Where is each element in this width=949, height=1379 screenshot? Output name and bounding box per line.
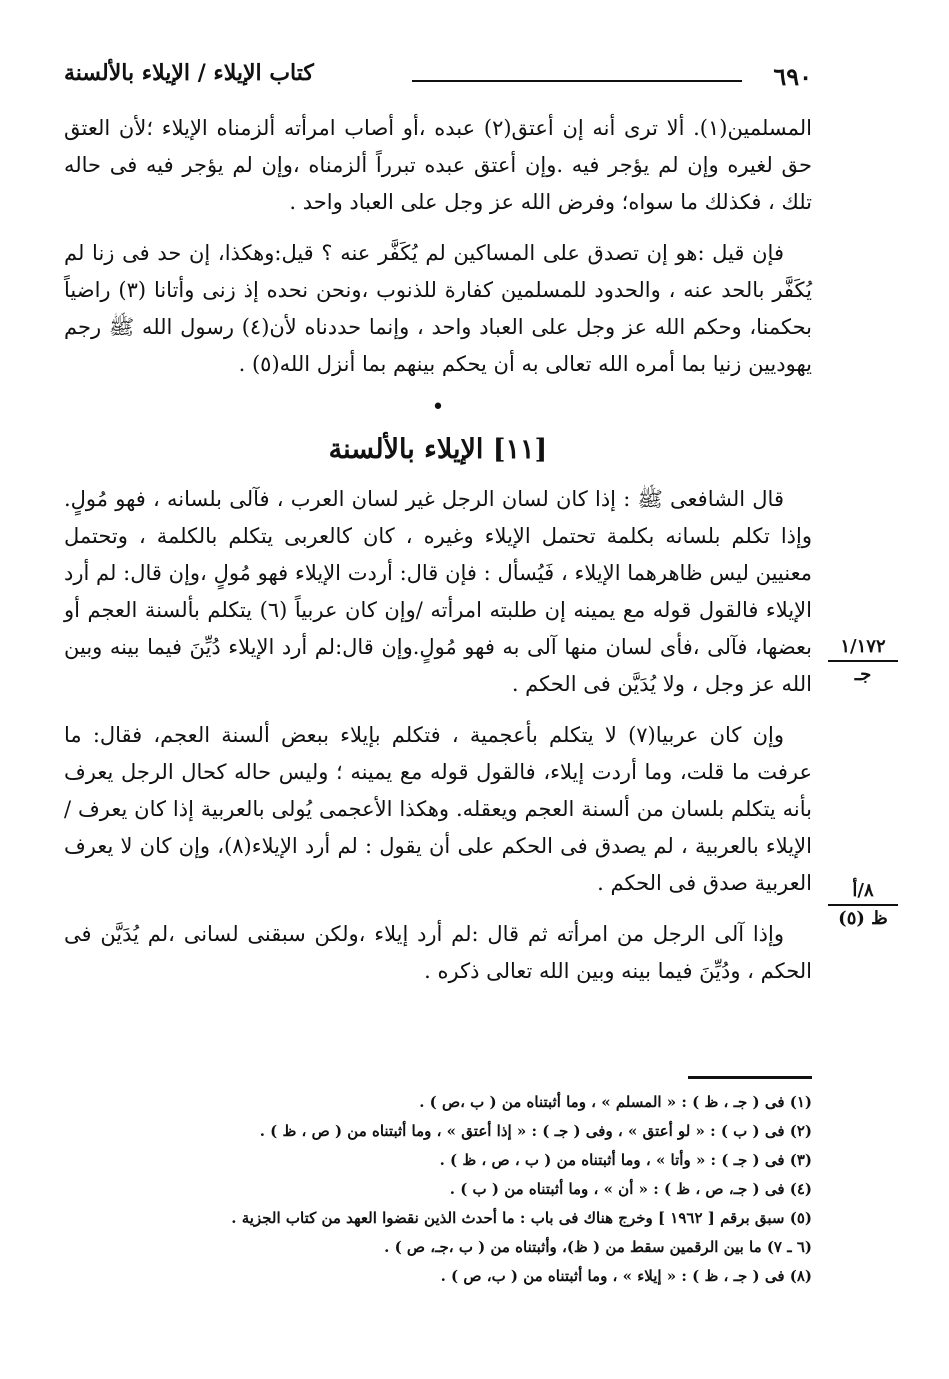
margin-note-ref: ١/١٧٢: [828, 636, 898, 662]
footnote: (١) فى ( جـ ، ظ ) : « المسلم » ، وما أثبتناه من ( ب ،ص ) .: [419, 1093, 812, 1111]
margin-note-ref: ٨/أ: [828, 880, 898, 906]
footnote: (٨) فى ( جـ ، ظ ) : « إيلاء » ، وما أثبتناه من ( ب، ص ) .: [440, 1267, 812, 1285]
footnote: (٥) سبق برقم [ ١٩٦٢ ] وخرج هناك فى باب : ما أحدث الذين نقضوا العهد من كتاب الجزية .: [231, 1209, 812, 1227]
book-title: كتاب الإيلاء / الإيلاء بالألسنة: [64, 60, 314, 86]
paragraph: وإذا آلى الرجل من امرأته ثم قال :لم أرد إيلاء ،ولكن سبقنى لسانى ،لم يُدَيَّن فى الحكم ، ودُيِّنَ فيما بينه وبين الله تعالى ذكره .: [64, 922, 812, 983]
header-rule: [412, 80, 742, 82]
margin-note: [828, 636, 898, 686]
margin-note-ms: جـ: [854, 664, 872, 685]
section-separator: •: [431, 395, 445, 420]
paragraph: فإن قيل :هو إن تصدق على المساكين لم يُكَفَّر عنه ؟ قيل:وهكذا، إن حد فى زنا لم يُكَفَّر بالحد عنه ، والحدود للمسلمين كفارة للذنوب ،ونحن نحده إذ زنى وأتانا (٣) راضياً بحكمنا، وحكم الله عز وجل على العباد واحد ، وإنما حددناه لأن(٤) رسول الله ﷺ رجم يهوديين زنيا بما أمره الله تعالى به أن يحكم بينهم بما أنزل الله(٥) .: [64, 241, 812, 376]
margin-note: [828, 880, 898, 930]
footnote-divider: [688, 1076, 812, 1079]
main-text: [64, 110, 812, 1004]
footnote: (٢) فى ( ب ) : « لو أعتق » ، وفى ( جـ ) : « إذا أعتق » ، وما أثبتناه من ( ص ، ظ ) .: [259, 1122, 812, 1140]
footnote: (٦ ـ ٧) ما بين الرقمين سقط من ( ظ)، وأثبتناه من ( ب ،جـ، ص ) .: [384, 1238, 812, 1256]
paragraph: قال الشافعى ﷺ : إذا كان لسان الرجل غير لسان العرب ، فآلى بلسانه ، فهو مُولٍ. وإذا تكلم بلسانه بكلمة تحتمل الإيلاء وغيره ، كان كالعربى يتكلم بالكلمة ، وتحتمل معنيين ليس ظاهرهما الإيلاء ، فَيُسأل : فإن قال: أردت الإيلاء فهو مُولٍ ،وإن قال: لم أرد الإيلاء فالقول قوله مع يمينه إن طلبته امرأته /وإن كان عربياً (٦) يتكلم بألسنة العجم أو بعضها، فآلى ،فأى لسان منها آلى به فهو مُولٍ.وإن قال:لم أرد الإيلاء دُيِّنَ فيما بينه وبين الله عز وجل ، ولا يُدَيَّن فى الحكم .: [64, 487, 812, 696]
page-number: ٦٩٠: [773, 62, 812, 91]
running-head: [64, 58, 824, 94]
margin-note-ms: ظ (٥): [838, 908, 888, 929]
paragraph: وإن كان عربيا(٧) لا يتكلم بأعجمية ، فتكلم بإيلاء ببعض ألسنة العجم، فقال: ما عرفت ما قلت، وما أردت إيلاء، فالقول قوله مع يمينه ؛ وليس حاله كحال الرجل يعرف بأنه يتكلم بلسان من ألسنة العجم ويعقله. وهكذا الأعجمى يُولى بالعربية إذا كان يعرف / الإيلاء بالعربية ، لم يصدق فى الحكم على أن يقول : لم أرد الإيلاء(٨)، وإن كان لا يعرف العربية صدق فى الحكم .: [64, 723, 812, 895]
footnotes: [64, 1088, 812, 1291]
section-heading: [١١] الإيلاء بالألسنة: [328, 434, 548, 465]
footnote: (٤) فى ( جـ، ص ، ظ ) : « أن » ، وما أثبتناه من ( ب ) .: [449, 1180, 812, 1198]
paragraph: المسلمين(١). ألا ترى أنه إن أعتق(٢) عبده ،أو أصاب امرأته ألزمناه الإيلاء ؛لأن العتق حق لغيره وإن لم يؤجر فيه .وإن أعتق عبده تبرراً ألزمناه ،وإن لم يؤجر فيه فى حاله تلك ، فكذلك ما سواه؛ وفرض الله عز وجل على العباد واحد .: [64, 116, 813, 214]
footnote: (٣) فى ( جـ ) : « وأتا » ، وما أثبتناه من ( ب ، ص ، ظ ) .: [439, 1151, 812, 1169]
